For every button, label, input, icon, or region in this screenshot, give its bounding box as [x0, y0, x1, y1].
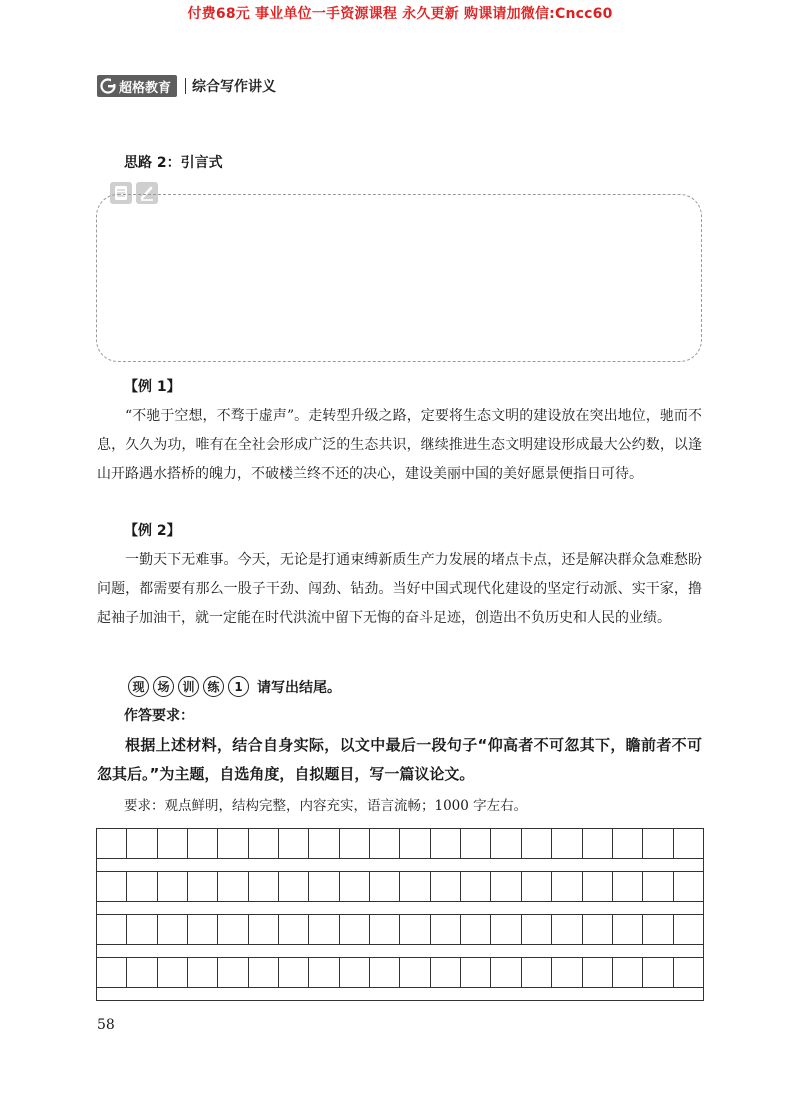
grid-cell[interactable] [643, 872, 673, 901]
grid-cell[interactable] [127, 829, 157, 858]
grid-cell[interactable] [218, 872, 248, 901]
grid-cell[interactable] [340, 915, 370, 944]
practice-number: 1 [228, 676, 249, 697]
watermark-banner: 付费68元 事业单位一手资源课程 永久更新 购课请加微信:Cncc60 [187, 6, 613, 22]
grid-row [96, 828, 704, 858]
grid-cell[interactable] [674, 958, 703, 987]
practice-instruction: 请写出结尾。 [257, 679, 341, 696]
grid-cell[interactable] [158, 915, 188, 944]
grid-cell[interactable] [431, 829, 461, 858]
grid-row [96, 914, 704, 944]
practice-char-1: 现 [128, 676, 149, 697]
grid-cell[interactable] [370, 958, 400, 987]
grid-cell[interactable] [188, 958, 218, 987]
grid-cell[interactable] [370, 872, 400, 901]
grid-cell[interactable] [97, 958, 127, 987]
grid-bottom-line [96, 1000, 704, 1001]
page-number: 58 [97, 1017, 115, 1033]
grid-cell[interactable] [188, 829, 218, 858]
grid-cell[interactable] [491, 915, 521, 944]
grid-cell[interactable] [491, 958, 521, 987]
practice-char-2: 场 [153, 676, 174, 697]
grid-cell[interactable] [309, 829, 339, 858]
example-1-text: “不驰于空想，不骛于虚声”。走转型升级之路，定要将生态文明的建设放在突出地位，驰而不息，久久为功，唯有在全社会形成广泛的生态共识，继续推进生态文明建设形成最大公约数，以逢山开路遇水搭桥的魄力，不破楼兰终不还的决心，建设美丽中国的美好愿景便指日可待。 [97, 408, 702, 482]
grid-cell[interactable] [309, 872, 339, 901]
grid-cell[interactable] [127, 915, 157, 944]
grid-cell[interactable] [400, 958, 430, 987]
grid-cell[interactable] [583, 872, 613, 901]
grid-cell[interactable] [309, 915, 339, 944]
grid-cell[interactable] [461, 872, 491, 901]
grid-cell[interactable] [552, 829, 582, 858]
grid-cell[interactable] [522, 829, 552, 858]
grid-cell[interactable] [97, 872, 127, 901]
grid-cell[interactable] [643, 915, 673, 944]
grid-spacer [96, 944, 704, 957]
grid-cell[interactable] [370, 915, 400, 944]
brand-g-icon [100, 78, 116, 94]
grid-cell[interactable] [643, 958, 673, 987]
grid-cell[interactable] [158, 872, 188, 901]
requirements-note: 要求：观点鲜明，结构完整，内容充实，语言流畅；1000 字左右。 [124, 798, 528, 814]
grid-cell[interactable] [674, 829, 703, 858]
grid-cell[interactable] [674, 915, 703, 944]
grid-cell[interactable] [583, 829, 613, 858]
writing-grid[interactable] [96, 828, 704, 1001]
grid-spacer [96, 901, 704, 914]
grid-cell[interactable] [583, 958, 613, 987]
grid-cell[interactable] [279, 915, 309, 944]
grid-cell[interactable] [279, 872, 309, 901]
grid-cell[interactable] [613, 915, 643, 944]
header-title: 综合写作讲义 [192, 79, 277, 95]
grid-cell[interactable] [218, 829, 248, 858]
example-2-label: 【例 2】 [124, 523, 181, 539]
notes-area [96, 194, 702, 362]
grid-cell[interactable] [97, 915, 127, 944]
grid-row [96, 957, 704, 987]
header-divider [185, 78, 186, 94]
grid-cell[interactable] [249, 872, 279, 901]
grid-cell[interactable] [491, 829, 521, 858]
grid-cell[interactable] [218, 915, 248, 944]
grid-cell[interactable] [522, 915, 552, 944]
grid-cell[interactable] [218, 958, 248, 987]
grid-cell[interactable] [188, 915, 218, 944]
grid-cell[interactable] [249, 958, 279, 987]
grid-cell[interactable] [431, 872, 461, 901]
section-title: 思路 2：引言式 [124, 155, 223, 171]
grid-cell[interactable] [188, 872, 218, 901]
grid-cell[interactable] [249, 915, 279, 944]
grid-cell[interactable] [461, 915, 491, 944]
grid-cell[interactable] [613, 829, 643, 858]
grid-cell[interactable] [674, 872, 703, 901]
brand-logo-text: 超格教育 [119, 80, 172, 96]
grid-cell[interactable] [279, 829, 309, 858]
requirements-body: 根据上述材料，结合自身实际，以文中最后一段句子“仰高者不可忽其下，瞻前者不可忽其后。”为主题，自选角度，自拟题目，写一篇议论文。 [97, 736, 702, 783]
grid-spacer [96, 858, 704, 871]
brand-logo [97, 75, 177, 97]
grid-cell[interactable] [552, 872, 582, 901]
grid-cell[interactable] [461, 958, 491, 987]
grid-cell[interactable] [613, 872, 643, 901]
example-1-label: 【例 1】 [124, 379, 181, 395]
practice-char-3: 训 [178, 676, 199, 697]
grid-cell[interactable] [340, 829, 370, 858]
grid-cell[interactable] [491, 872, 521, 901]
grid-cell[interactable] [583, 915, 613, 944]
grid-cell[interactable] [370, 829, 400, 858]
grid-cell[interactable] [552, 915, 582, 944]
grid-cell[interactable] [127, 958, 157, 987]
grid-cell[interactable] [522, 872, 552, 901]
grid-cell[interactable] [127, 872, 157, 901]
practice-heading [128, 676, 341, 697]
grid-cell[interactable] [613, 958, 643, 987]
grid-cell[interactable] [400, 915, 430, 944]
grid-cell[interactable] [643, 829, 673, 858]
grid-cell[interactable] [400, 872, 430, 901]
grid-cell[interactable] [431, 958, 461, 987]
grid-cell[interactable] [340, 958, 370, 987]
example-2-text: 一勤天下无难事。今天，无论是打通束缚新质生产力发展的堵点卡点，还是解决群众急难愁盼问题，都需要有那么一股子干劲、闯劲、钻劲。当好中国式现代化建设的坚定行动派、实干家，撸起袖子加油干，就一定能在时代洪流中留下无悔的奋斗足迹，创造出不负历史和人民的业绩。 [97, 552, 702, 626]
grid-cell[interactable] [249, 829, 279, 858]
grid-cell[interactable] [461, 829, 491, 858]
page-header [97, 74, 276, 98]
grid-cell[interactable] [431, 915, 461, 944]
grid-row [96, 871, 704, 901]
practice-char-4: 练 [203, 676, 224, 697]
grid-cell[interactable] [279, 958, 309, 987]
grid-cell[interactable] [158, 958, 188, 987]
grid-cell[interactable] [522, 958, 552, 987]
grid-cell[interactable] [158, 829, 188, 858]
grid-spacer [96, 987, 704, 1000]
grid-cell[interactable] [340, 872, 370, 901]
grid-cell[interactable] [400, 829, 430, 858]
grid-cell[interactable] [97, 829, 127, 858]
grid-cell[interactable] [309, 958, 339, 987]
grid-cell[interactable] [552, 958, 582, 987]
requirements-title: 作答要求： [124, 708, 194, 724]
